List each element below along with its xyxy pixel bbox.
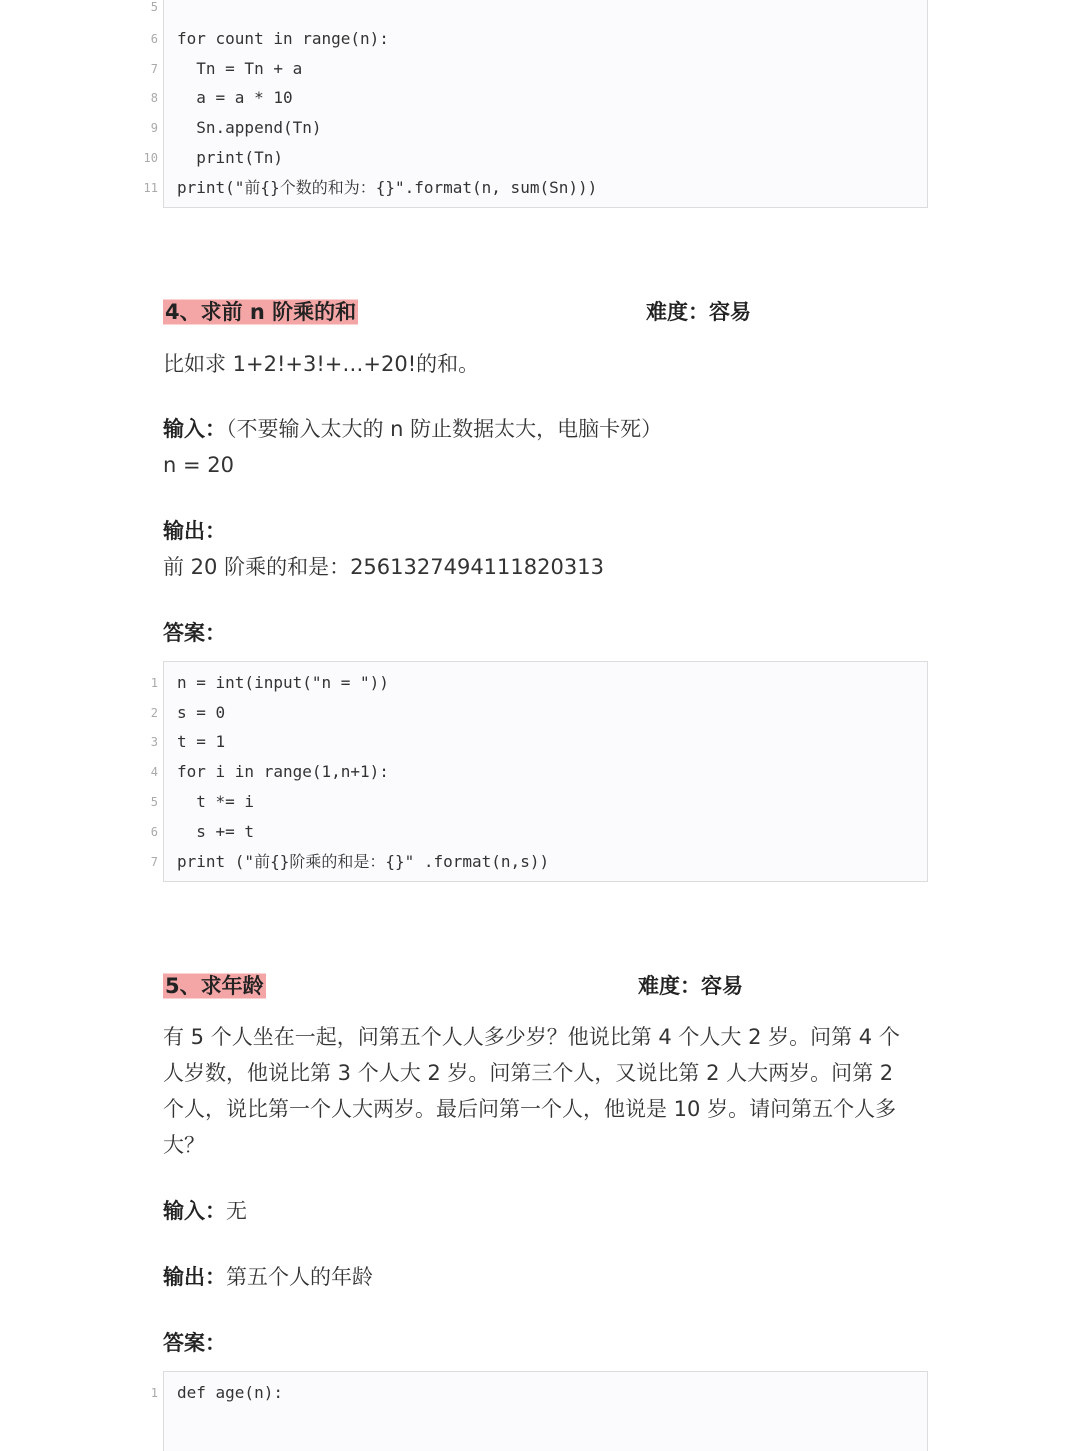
code-line	[150, 0, 927, 22]
input-label: 输入：	[163, 1199, 226, 1223]
output-label-4: 输出：	[163, 519, 226, 543]
input-note: （不要输入太大的 n 防止数据太大，电脑卡死）	[226, 417, 663, 441]
line-number: 4	[150, 765, 158, 779]
line-number: 1	[150, 1386, 158, 1400]
line-number: 8	[150, 91, 158, 105]
code-block-factorial-sum	[150, 661, 928, 882]
code-line	[143, 173, 927, 203]
difficulty-label-4: 难度：容易	[646, 300, 751, 324]
code-line	[143, 143, 927, 173]
line-number: 2	[150, 706, 158, 720]
problem-description-line: 大？	[163, 1133, 205, 1157]
input-value: 无	[226, 1199, 247, 1223]
code-line	[150, 787, 927, 817]
code-line	[150, 847, 927, 877]
section-title-5: 5、求年龄	[163, 971, 266, 1001]
problem-description-4: 比如求 1+2!+3!+…+20!的和。	[163, 352, 480, 376]
line-number: 7	[150, 62, 158, 76]
line-number: 9	[150, 121, 158, 135]
output-value: 第五个人的年龄	[226, 1265, 373, 1289]
problem-description-line: 有 5 个人坐在一起，问第五个人人多少岁？他说比第 4 个人大 2 岁。问第 4 个	[163, 1025, 900, 1049]
code-line	[150, 727, 927, 757]
code-text: s += t	[177, 822, 255, 841]
code-text: t = 1	[177, 732, 226, 751]
code-line	[150, 83, 927, 113]
input-label: 输入：	[163, 417, 226, 441]
input-line-5	[163, 1193, 247, 1229]
code-line	[150, 113, 927, 143]
code-text: Sn.append(Tn)	[177, 118, 322, 137]
code-text: print(Tn)	[177, 148, 283, 167]
code-text: def age(n):	[177, 1383, 283, 1402]
code-text: print ("前{}阶乘的和是：{}" .format(n,s))	[177, 852, 550, 871]
line-number: 6	[150, 825, 158, 839]
code-block-age	[150, 1371, 928, 1451]
line-number: 6	[150, 32, 158, 46]
code-line	[150, 698, 927, 728]
line-number: 11	[143, 181, 158, 195]
code-text: for count in range(n):	[177, 29, 389, 48]
output-label: 输出：	[163, 1265, 226, 1289]
code-text: Tn = Tn + a	[177, 59, 303, 78]
input-value-4: n = 20	[163, 453, 234, 477]
line-number: 5	[150, 0, 158, 14]
code-line	[150, 668, 927, 698]
problem-description-line: 人岁数，他说比第 3 个人大 2 岁。问第三个人，又说比第 2 人大两岁。问第 2	[163, 1061, 894, 1085]
code-block-sum-series	[143, 0, 928, 208]
code-text: a = a * 10	[177, 88, 293, 107]
line-number: 1	[150, 676, 158, 690]
code-line	[150, 54, 927, 84]
code-line	[150, 817, 927, 847]
code-line	[150, 1378, 927, 1408]
section-title-4: 4、求前 n 阶乘的和	[163, 297, 358, 327]
output-line-5	[163, 1259, 373, 1295]
code-text: t *= i	[177, 792, 255, 811]
code-line	[150, 24, 927, 54]
line-number: 7	[150, 855, 158, 869]
answer-label-4: 答案：	[163, 621, 226, 645]
line-number: 10	[143, 151, 158, 165]
answer-label-5: 答案：	[163, 1331, 226, 1355]
code-text: n = int(input("n = "))	[177, 673, 389, 692]
output-value-4: 前 20 阶乘的和是：2561327494111820313	[163, 555, 604, 579]
problem-description-line: 个人，说比第一个人大两岁。最后问第一个人，他说是 10 岁。请问第五个人多	[163, 1097, 897, 1121]
code-line	[150, 757, 927, 787]
code-text: for i in range(1,n+1):	[177, 762, 389, 781]
difficulty-label-5: 难度：容易	[638, 974, 743, 998]
line-number: 3	[150, 735, 158, 749]
line-number: 5	[150, 795, 158, 809]
code-text: s = 0	[177, 703, 226, 722]
code-text: print("前{}个数的和为：{}".format(n, sum(Sn)))	[177, 178, 598, 197]
input-line-4	[163, 411, 662, 447]
